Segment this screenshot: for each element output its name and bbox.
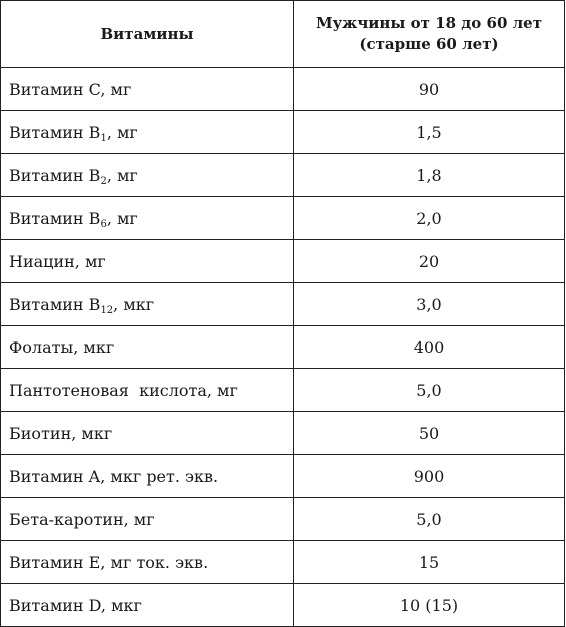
row-value: 5,0 [294, 498, 565, 541]
row-name-unit: , мг [106, 122, 138, 142]
row-value: 20 [294, 240, 565, 283]
row-value: 5,0 [294, 369, 565, 412]
header-men [294, 1, 565, 68]
row-value: 90 [294, 68, 565, 111]
header-men-line2: (старше 60 лет) [359, 35, 499, 53]
row-name: Витамин C, мг [1, 68, 294, 111]
table-row [1, 369, 565, 412]
row-name-subscript: 6 [100, 218, 107, 230]
row-name: Пантотеновая кислота, мг [1, 369, 294, 412]
row-value: 2,0 [294, 197, 565, 240]
table-row [1, 283, 565, 326]
table-row [1, 111, 565, 154]
row-name-subscript: 2 [100, 175, 107, 187]
row-name [1, 111, 294, 154]
table-row [1, 455, 565, 498]
row-name [1, 154, 294, 197]
row-name: Витамин E, мг ток. экв. [1, 541, 294, 584]
table-row [1, 240, 565, 283]
row-name: Биотин, мкг [1, 412, 294, 455]
row-value: 50 [294, 412, 565, 455]
header-row [1, 1, 565, 68]
row-name-text: Витамин B [9, 294, 101, 314]
row-name-subscript: 1 [100, 132, 107, 144]
row-value: 15 [294, 541, 565, 584]
row-value: 900 [294, 455, 565, 498]
row-name-unit: , мг [106, 208, 138, 228]
row-value: 1,5 [294, 111, 565, 154]
table-row [1, 197, 565, 240]
row-name: Витамин A, мкг рет. экв. [1, 455, 294, 498]
table-row [1, 412, 565, 455]
header-men-line1: Мужчины от 18 до 60 лет [315, 14, 543, 32]
table-row [1, 326, 565, 369]
row-name-text: Витамин B [9, 165, 101, 185]
table-row [1, 584, 565, 627]
row-name [1, 283, 294, 326]
table-row [1, 68, 565, 111]
row-value: 1,8 [294, 154, 565, 197]
row-value: 400 [294, 326, 565, 369]
row-value: 10 (15) [294, 584, 565, 627]
header-vitamins: Витамины [1, 1, 294, 68]
row-name-text: Витамин B [9, 208, 101, 228]
row-value: 3,0 [294, 283, 565, 326]
row-name-unit: , мг [106, 165, 138, 185]
table-row [1, 154, 565, 197]
table-row [1, 498, 565, 541]
row-name [1, 197, 294, 240]
table-row [1, 541, 565, 584]
row-name: Бета-каротин, мг [1, 498, 294, 541]
row-name-subscript: 12 [100, 304, 114, 316]
row-name: Ниацин, мг [1, 240, 294, 283]
row-name: Фолаты, мкг [1, 326, 294, 369]
row-name: Витамин D, мкг [1, 584, 294, 627]
row-name-unit: , мкг [113, 294, 155, 314]
row-name-text: Витамин B [9, 122, 101, 142]
